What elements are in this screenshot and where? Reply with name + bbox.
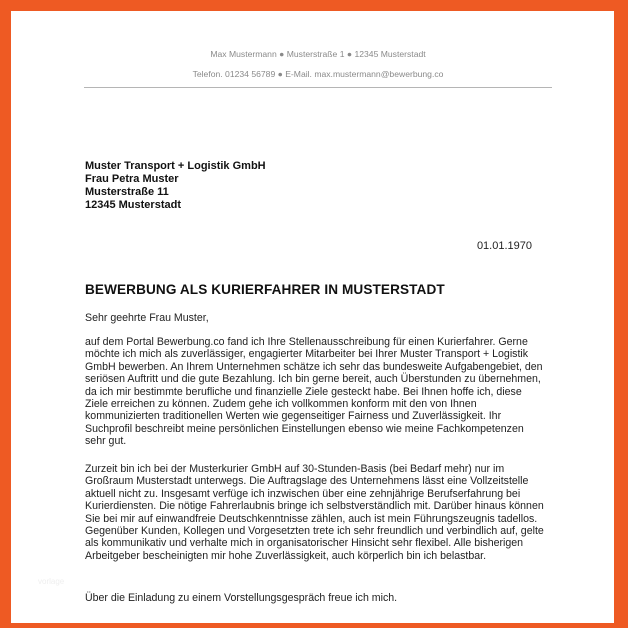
body-paragraph-1: auf dem Portal Bewerbung.co fand ich Ihre Stellenausschreibung für einen Kurierfahrer. Gerne möchte ich mich als zuverlässiger, engagierter Mitarbeiter bei Ihrer Muster Transport + Logistik GmbH bewerben. An Ihrem Unternehmen schätze ich sehr das bundesweite Aufgabengebiet, den seriösen Auftritt und die gute Bezahlung. Ich bin gerne bereit, auch Überstunden zu übernehmen, da ich mir bestimmte berufliche und finanzielle Ziele gesteckt habe. Bei Ihnen hoffe ich, diese Ziele erreichen zu können. Zudem gehe ich vollkommen konform mit den von Ihnen kommunizierten traditionellen Werten wie gegenseitiger Fairness und Zuverlässigkeit. Ihr Suchprofil beschreibt meine persönlichen Einstellungen ebenso wie meine Fachkompetenzen sehr gut. bbox=[85, 336, 543, 448]
recipient-address-block bbox=[85, 160, 266, 212]
sender-contact-line: Telefon. 01234 56789 ● E-Mail. max.mustermann@bewerbung.co bbox=[192, 69, 444, 79]
recipient-street: Musterstraße 11 bbox=[85, 186, 169, 198]
recipient-city: 12345 Musterstadt bbox=[85, 199, 181, 211]
body-paragraph-2: Zurzeit bin ich bei der Musterkurier GmbH auf 30-Stunden-Basis (bei Bedarf mehr) nur im Großraum Musterstadt unterwegs. Die Auftragslage des Unternehmens lässt eine Vollzeitstelle aktuell nicht zu. Insgesamt verfüge ich inzwischen über eine zehnjährige Berufserfahrung bei Kurierdiensten. Die nötige Fahrerlaubnis bringe ich selbstverständlich mit. Darüber hinaus können Sie bei mir auf einwandfreie Deutschkenntnisse zählen, auch ist mein Führungszeugnis tadellos. Gegenüber Kunden, Kollegen und Vorgesetzten trete ich sehr freundlich und verbindlich auf, gelte als kommunikativ und verhalte mich in organisatorischer Hinsicht sehr flexibel. Alle bisherigen Arbeitgeber bescheinigten mir hohe Zuverlässigkeit, auch körperlich bin ich belastbar. bbox=[85, 463, 544, 562]
letter-date: 01.01.1970 bbox=[476, 240, 532, 252]
recipient-company: Muster Transport + Logistik GmbH bbox=[85, 160, 266, 172]
letter-subject: BEWERBUNG ALS KURIERFAHRER IN MUSTERSTADT bbox=[85, 282, 445, 297]
header-divider bbox=[84, 87, 552, 88]
recipient-name: Frau Petra Muster bbox=[85, 173, 179, 185]
letter-page bbox=[11, 11, 614, 623]
body-paragraph-3: Über die Einladung zu einem Vorstellungsgespräch freue ich mich. bbox=[85, 592, 398, 604]
watermark: vorlage bbox=[38, 577, 65, 586]
salutation: Sehr geehrte Frau Muster, bbox=[85, 312, 209, 324]
sender-address-line: Max Mustermann ● Musterstraße 1 ● 12345 Musterstadt bbox=[210, 49, 426, 59]
